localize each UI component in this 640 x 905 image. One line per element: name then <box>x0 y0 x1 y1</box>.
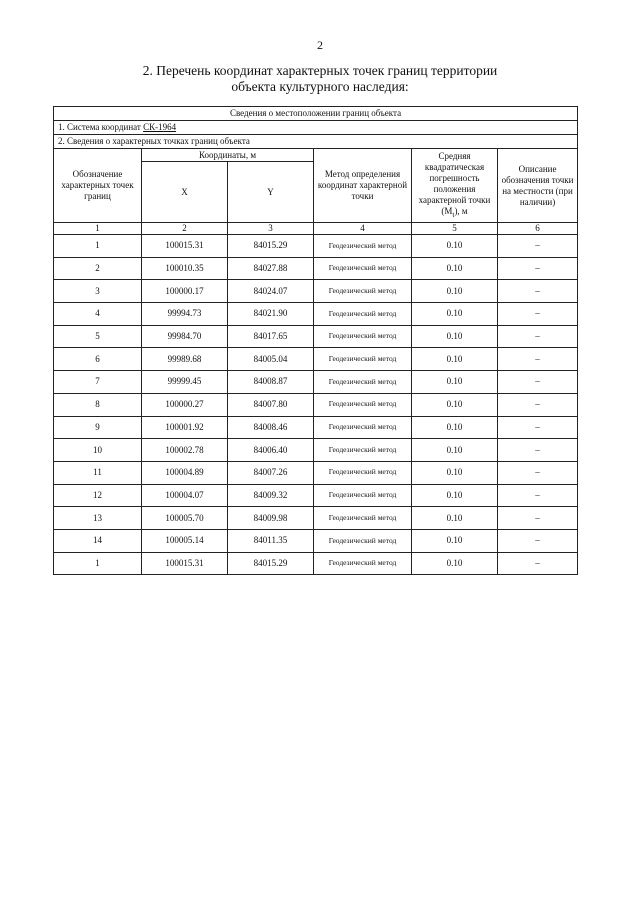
method-cell: Геодезический метод <box>314 393 412 416</box>
point-cell: 14 <box>54 529 142 552</box>
method-cell: Геодезический метод <box>314 280 412 303</box>
description-cell: – <box>498 348 578 371</box>
point-cell: 13 <box>54 507 142 530</box>
accuracy-cell: 0.10 <box>412 348 498 371</box>
point-cell: 1 <box>54 235 142 258</box>
accuracy-cell: 0.10 <box>412 529 498 552</box>
section-2-heading: 2. Сведения о характерных точках границ объекта <box>54 135 578 149</box>
header-method: Метод определения координат характерной точки <box>314 149 412 223</box>
y-coordinate-cell: 84015.29 <box>228 552 314 575</box>
column-number: 5 <box>412 223 498 235</box>
page-number: 2 <box>317 38 323 52</box>
y-coordinate-cell: 84006.40 <box>228 439 314 462</box>
point-cell: 8 <box>54 393 142 416</box>
method-cell: Геодезический метод <box>314 257 412 280</box>
coordinate-system-name: СК-1964 <box>143 122 177 132</box>
table-row <box>54 439 578 462</box>
column-number: 1 <box>54 223 142 235</box>
description-cell: – <box>498 235 578 258</box>
y-coordinate-cell: 84024.07 <box>228 280 314 303</box>
column-number: 2 <box>142 223 228 235</box>
x-coordinate-cell: 100002.78 <box>142 439 228 462</box>
description-cell: – <box>498 439 578 462</box>
column-number: 6 <box>498 223 578 235</box>
table-row <box>54 348 578 371</box>
column-number: 4 <box>314 223 412 235</box>
header-accuracy: Средняя квадратическая погрешность положения характерной точки $(M_t)$, м <box>412 149 498 223</box>
description-cell: – <box>498 325 578 348</box>
accuracy-cell: 0.10 <box>412 416 498 439</box>
method-cell: Геодезический метод <box>314 348 412 371</box>
x-coordinate-cell: 100004.07 <box>142 484 228 507</box>
x-coordinate-cell: 100015.31 <box>142 235 228 258</box>
table-row <box>54 371 578 394</box>
table-row <box>54 529 578 552</box>
accuracy-cell: 0.10 <box>412 484 498 507</box>
y-coordinate-cell: 84008.46 <box>228 416 314 439</box>
description-cell: – <box>498 507 578 530</box>
x-coordinate-cell: 100005.14 <box>142 529 228 552</box>
x-coordinate-cell: 100005.70 <box>142 507 228 530</box>
table-row <box>54 461 578 484</box>
method-cell: Геодезический метод <box>314 552 412 575</box>
accuracy-cell: 0.10 <box>412 257 498 280</box>
x-coordinate-cell: 99999.45 <box>142 371 228 394</box>
description-cell: – <box>498 371 578 394</box>
x-coordinate-cell: 100015.31 <box>142 552 228 575</box>
accuracy-cell: 0.10 <box>412 507 498 530</box>
description-cell: – <box>498 393 578 416</box>
y-coordinate-cell: 84009.98 <box>228 507 314 530</box>
accuracy-cell: 0.10 <box>412 371 498 394</box>
method-cell: Геодезический метод <box>314 484 412 507</box>
method-cell: Геодезический метод <box>314 529 412 552</box>
x-coordinate-cell: 99989.68 <box>142 348 228 371</box>
description-cell: – <box>498 552 578 575</box>
accuracy-cell: 0.10 <box>412 280 498 303</box>
point-cell: 6 <box>54 348 142 371</box>
table-row <box>54 416 578 439</box>
accuracy-cell: 0.10 <box>412 235 498 258</box>
description-cell: – <box>498 257 578 280</box>
y-coordinate-cell: 84009.32 <box>228 484 314 507</box>
x-coordinate-cell: 99994.73 <box>142 303 228 326</box>
table-row <box>54 235 578 258</box>
y-coordinate-cell: 84015.29 <box>228 235 314 258</box>
point-cell: 9 <box>54 416 142 439</box>
x-coordinate-cell: 100000.17 <box>142 280 228 303</box>
point-cell: 12 <box>54 484 142 507</box>
x-coordinate-cell: 99984.70 <box>142 325 228 348</box>
description-cell: – <box>498 416 578 439</box>
description-cell: – <box>498 529 578 552</box>
accuracy-cell: 0.10 <box>412 303 498 326</box>
table-row <box>54 484 578 507</box>
header-x: X <box>142 162 228 223</box>
method-cell: Геодезический метод <box>314 439 412 462</box>
table-row <box>54 257 578 280</box>
coordinates-table <box>53 106 578 575</box>
method-cell: Геодезический метод <box>314 325 412 348</box>
table-row <box>54 280 578 303</box>
method-cell: Геодезический метод <box>314 461 412 484</box>
point-cell: 10 <box>54 439 142 462</box>
y-coordinate-cell: 84027.88 <box>228 257 314 280</box>
title-line-1: 2. Перечень координат характерных точек границ территории <box>142 63 498 78</box>
method-cell: Геодезический метод <box>314 416 412 439</box>
header-point-designation: Обозначение характерных точек границ <box>54 149 142 223</box>
table-row <box>54 507 578 530</box>
method-cell: Геодезический метод <box>314 235 412 258</box>
x-coordinate-cell: 100010.35 <box>142 257 228 280</box>
point-cell: 11 <box>54 461 142 484</box>
y-coordinate-cell: 84007.26 <box>228 461 314 484</box>
table-row <box>54 325 578 348</box>
y-coordinate-cell: 84021.90 <box>228 303 314 326</box>
header-y: Y <box>228 162 314 223</box>
description-cell: – <box>498 484 578 507</box>
accuracy-cell: 0.10 <box>412 325 498 348</box>
y-coordinate-cell: 84017.65 <box>228 325 314 348</box>
table-row <box>54 552 578 575</box>
point-cell: 5 <box>54 325 142 348</box>
y-coordinate-cell: 84008.87 <box>228 371 314 394</box>
table-caption: Сведения о местоположении границ объекта <box>54 107 578 121</box>
y-coordinate-cell: 84007.80 <box>228 393 314 416</box>
y-coordinate-cell: 84011.35 <box>228 529 314 552</box>
coordinate-system-row <box>54 121 578 135</box>
header-description: Описание обозначения точки на местности (при наличии) <box>498 149 578 223</box>
x-coordinate-cell: 100004.89 <box>142 461 228 484</box>
y-coordinate-cell: 84005.04 <box>228 348 314 371</box>
method-cell: Геодезический метод <box>314 303 412 326</box>
header-coordinates: Координаты, м <box>142 149 314 162</box>
table-row <box>54 303 578 326</box>
page-title <box>0 63 640 95</box>
table-row <box>54 393 578 416</box>
title-line-2: объекта культурного наследия: <box>231 79 409 94</box>
point-cell: 7 <box>54 371 142 394</box>
description-cell: – <box>498 461 578 484</box>
method-cell: Геодезический метод <box>314 371 412 394</box>
accuracy-cell: 0.10 <box>412 552 498 575</box>
x-coordinate-cell: 100001.92 <box>142 416 228 439</box>
point-cell: 2 <box>54 257 142 280</box>
point-cell: 3 <box>54 280 142 303</box>
coordinate-system-prefix: 1. Система координат <box>58 122 144 132</box>
description-cell: – <box>498 280 578 303</box>
x-coordinate-cell: 100000.27 <box>142 393 228 416</box>
method-cell: Геодезический метод <box>314 507 412 530</box>
description-cell: – <box>498 303 578 326</box>
accuracy-cell: 0.10 <box>412 439 498 462</box>
column-number: 3 <box>228 223 314 235</box>
accuracy-cell: 0.10 <box>412 393 498 416</box>
accuracy-cell: 0.10 <box>412 461 498 484</box>
point-cell: 1 <box>54 552 142 575</box>
point-cell: 4 <box>54 303 142 326</box>
